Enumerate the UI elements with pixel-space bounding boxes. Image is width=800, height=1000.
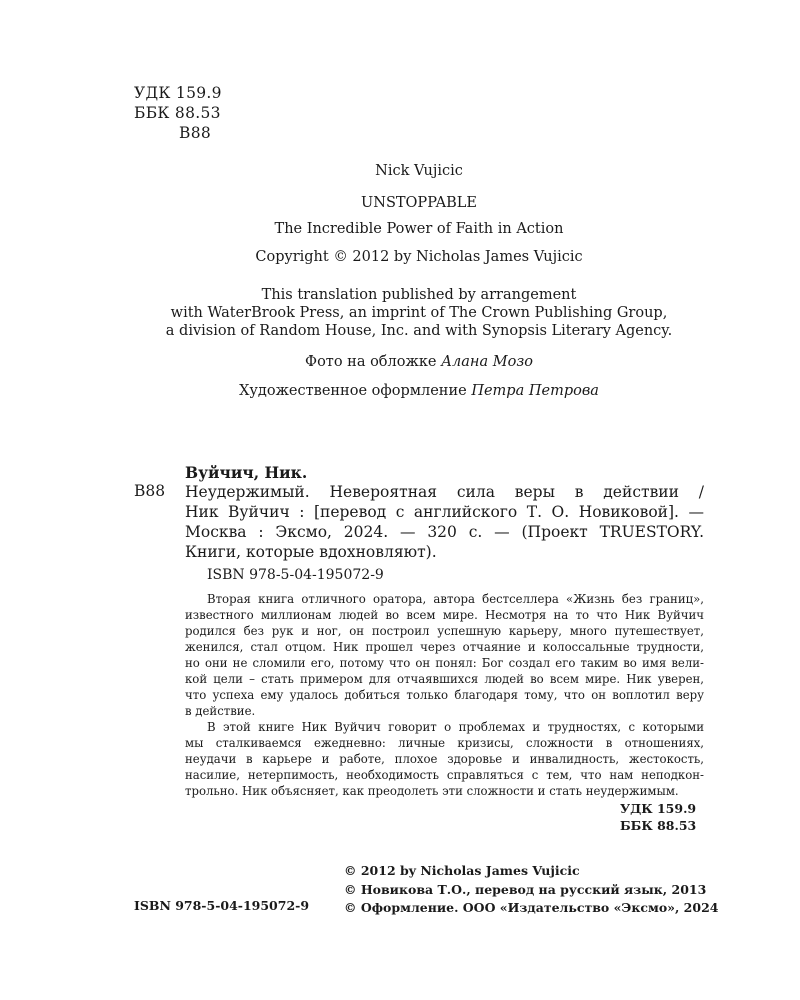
annotation-line: кой цели – стать примером для отчаявшихся людей во всем мире. Ник уверен, [185, 672, 704, 686]
biblio-line: Книги, которые вдохновляют). [185, 543, 437, 561]
annotation-line: женился, стал отцом. Ник прошел через отчаяние и колоссальные трудности, [185, 640, 704, 654]
translation-note-line: with WaterBrook Press, an imprint of The Crown Publishing Group, [170, 305, 668, 321]
isbn-bottom: ISBN 978-5-04-195072-9 [134, 898, 310, 913]
translation-note-line: This translation published by arrangement [261, 287, 577, 303]
udk-code-bottom: УДК 159.9 [620, 801, 697, 816]
design-credit [134, 383, 704, 399]
design-prefix: Художественное оформление [239, 383, 472, 399]
title-en: UNSTOPPABLE [361, 195, 477, 211]
subtitle-en: The Incredible Power of Faith in Action [274, 221, 564, 237]
annotation-line: неудачи в карьере и работе, плохое здоровье и инвалидность, жестокость, [185, 752, 704, 766]
author-heading: Вуйчич, Ник. [185, 463, 308, 482]
annotation-line: в действие. [185, 704, 256, 718]
annotation-line: известного миллионам людей во всем мире. Несмотря на то что Ник Вуйчич [185, 608, 704, 622]
cover-photo-credit [134, 354, 704, 370]
cover-photo-prefix: Фото на обложке [305, 354, 442, 370]
annotation-line: что успеха ему удалось добиться только благодаря тому, что он воплотил веру [185, 688, 704, 702]
annotation-line: трольно. Ник объясняет, как преодолеть эти сложности и стать неудержимым. [185, 784, 679, 798]
cover-photo-name: Алана Мозо [441, 354, 533, 370]
top-classification-codes [134, 83, 222, 143]
copyright-line: © 2012 by Nicholas James Vujicic [344, 863, 580, 878]
copyright-line: © Новикова Т.О., перевод на русский язык, 2013 [344, 881, 707, 897]
bbk-code: ББК 88.53 [134, 104, 221, 122]
author-mark: В88 [179, 124, 212, 142]
isbn: ISBN 978-5-04-195072-9 [207, 567, 384, 583]
annotation-line: мы сталкиваемся ежедневно: личные кризисы, сложности в отношениях, [185, 736, 704, 750]
copyright-en: Copyright © 2012 by Nicholas James Vujicic [255, 249, 583, 265]
annotation [185, 591, 704, 799]
udk-code: УДК 159.9 [134, 84, 222, 102]
copyright-block [344, 862, 718, 918]
biblio-line: Неудержимый. Невероятная сила веры в действии / [185, 483, 704, 501]
biblio-line: Москва : Эксмо, 2024. — 320 с. — (Проект TRUESTORY. [185, 523, 704, 541]
biblio-line: Ник Вуйчич : [перевод с английского Т. О. Новиковой]. — [185, 503, 704, 521]
bbk-code-bottom: ББК 88.53 [620, 817, 697, 833]
annotation-line: Вторая книга отличного оратора, автора бестселлера «Жизнь без границ», [207, 592, 704, 606]
bottom-classification-codes [620, 801, 704, 834]
copyright-line: © Оформление. ООО «Издательство «Эксмо», 2024 [344, 900, 719, 915]
design-name: Петра Петрова [471, 383, 599, 399]
annotation-line: В этой книге Ник Вуйчич говорит о проблемах и трудностях, с которыми [207, 720, 704, 734]
annotation-line: родился без рук и ног, он построил успешную карьеру, много путешествует, [185, 624, 704, 638]
author-en: Nick Vujicic [375, 163, 463, 179]
translation-note-line: a division of Random House, Inc. and with Synopsis Literary Agency. [165, 323, 673, 339]
bibliographic-description [185, 482, 704, 562]
bibliographic-code: В88 [134, 482, 166, 500]
annotation-line: насилие, нетерпимость, необходимость справляться с тем, что нам неподкон- [185, 768, 704, 782]
annotation-line: но они не сломили его, потому что он понял: Бог создал его таким во имя вели- [185, 656, 704, 670]
